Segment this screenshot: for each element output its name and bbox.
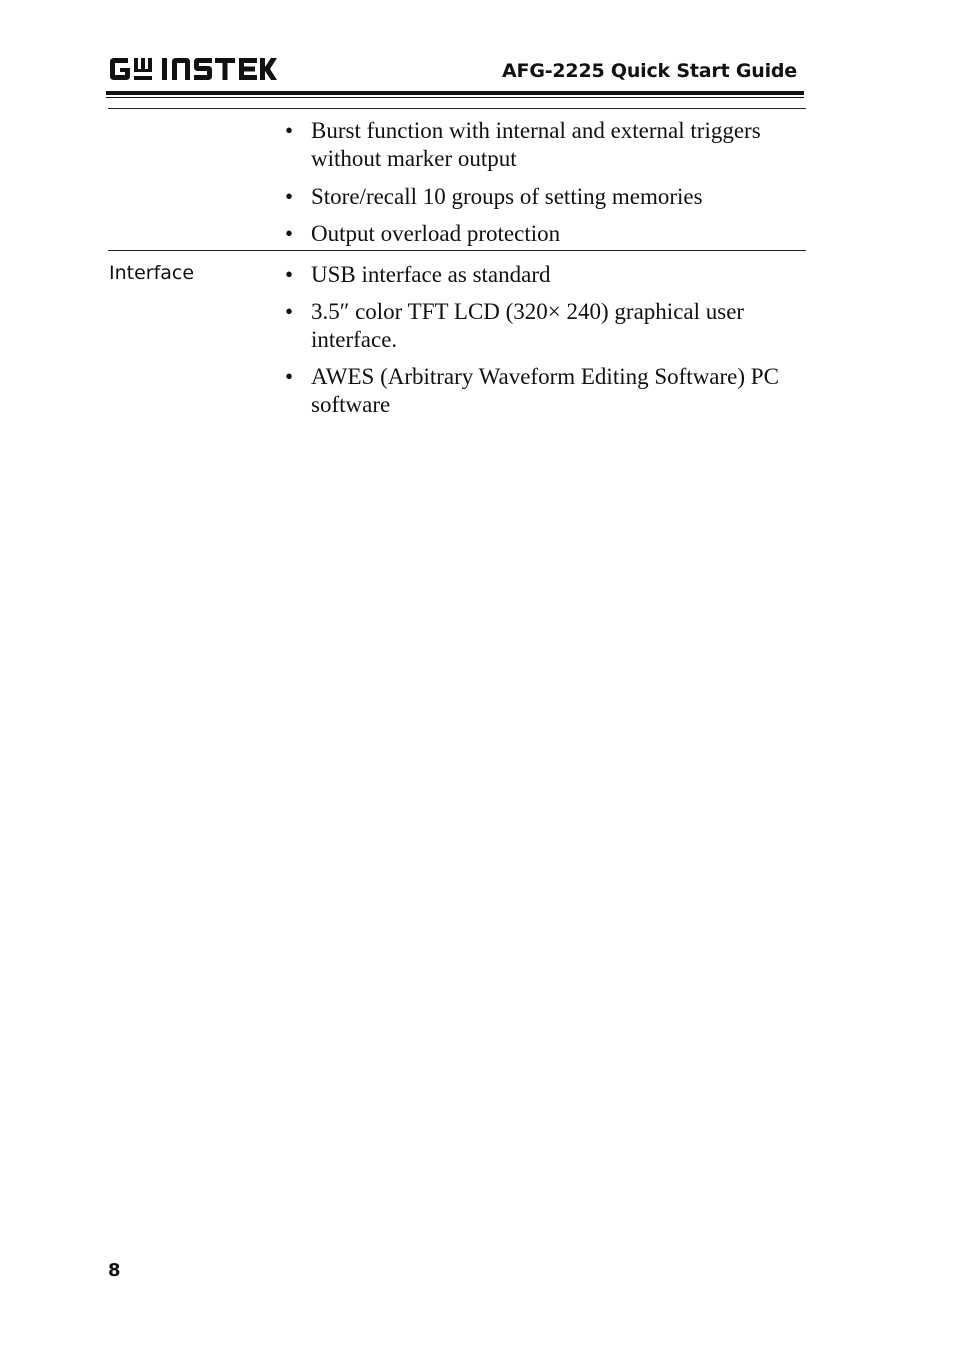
row-label-interface: Interface xyxy=(109,262,195,284)
document-title: AFG-2225 Quick Start Guide xyxy=(502,60,797,82)
list-item: • Store/recall 10 groups of setting memories xyxy=(285,184,703,209)
bullet-icon: • xyxy=(285,299,294,324)
bullet-icon: • xyxy=(285,364,294,389)
bullet-icon: • xyxy=(285,221,294,246)
bullet-icon: • xyxy=(285,118,294,143)
header-rule-thick xyxy=(106,91,804,95)
list-item: • Output overload protection xyxy=(285,221,561,246)
bullet-icon: • xyxy=(285,262,294,287)
table-top-border xyxy=(108,108,806,109)
list-item: • Burst function with internal and external triggers without marker output xyxy=(285,118,761,171)
row-separator xyxy=(108,250,806,251)
interface-feature-list xyxy=(0,261,954,428)
list-item: • USB interface as standard xyxy=(285,262,551,287)
list-item: • 3.5″ color TFT LCD (320× 240) graphical user interface. xyxy=(285,299,745,352)
list-item: • AWES (Arbitrary Waveform Editing Software) PC software xyxy=(285,364,779,417)
header-rule-thin xyxy=(106,97,804,98)
page-number: 8 xyxy=(108,1260,121,1281)
gw-instek-logo xyxy=(108,54,278,84)
feature-list-continued xyxy=(0,117,954,248)
bullet-icon: • xyxy=(285,184,294,209)
